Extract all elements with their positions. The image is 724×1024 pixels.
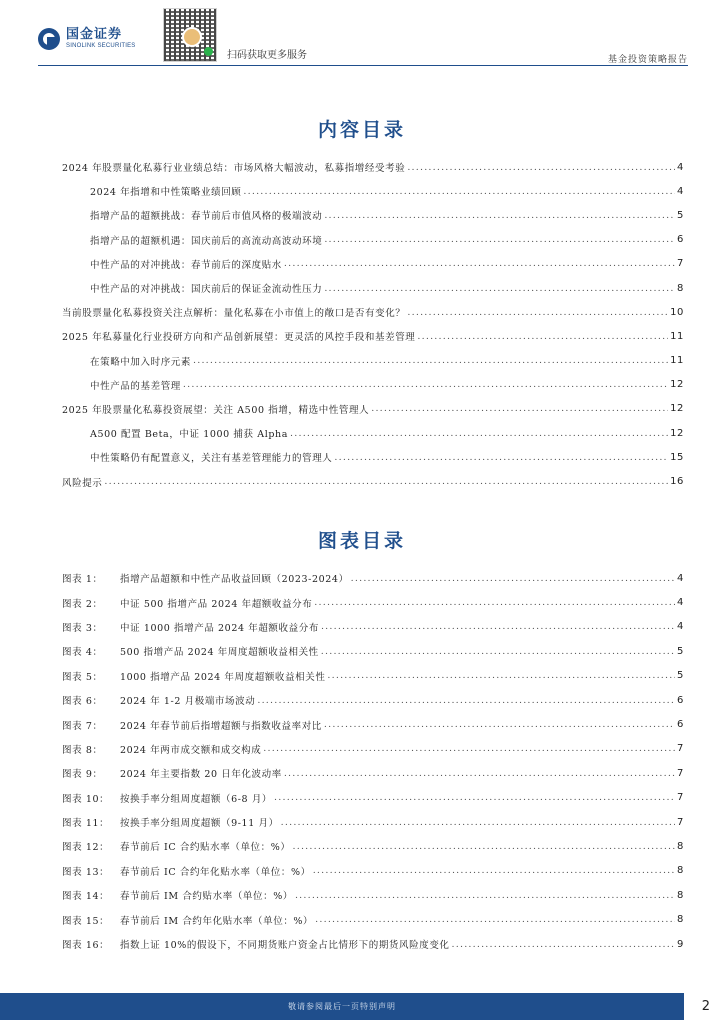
header-divider bbox=[38, 65, 688, 66]
toc-entry-title: 风险提示 bbox=[62, 477, 103, 489]
figure-entry-title: 1000 指增产品 2024 年周度超额收益相关性 bbox=[120, 671, 326, 683]
figure-entry-title: 中证 1000 指增产品 2024 年超额收益分布 bbox=[120, 622, 319, 634]
figure-entry-label: 图表 2： bbox=[62, 598, 103, 610]
toc-entry-page: 4 bbox=[677, 185, 684, 197]
toc-entry-title: 2025 年股票量化私募投资展望：关注 A500 指增，精选中性管理人 bbox=[62, 404, 370, 416]
page-header bbox=[0, 0, 724, 64]
toc-title: 内容目录 bbox=[317, 119, 406, 141]
footer-disclaimer: 敬请参阅最后一页特别声明 bbox=[288, 1002, 396, 1011]
figure-leader-dots bbox=[293, 841, 676, 852]
figure-entry-title: 2024 年春节前后指增超额与指数收益率对比 bbox=[120, 720, 322, 732]
figure-entry-label: 图表 5： bbox=[62, 671, 103, 683]
figure-entry-title: 2024 年 1-2 月极端市场波动 bbox=[120, 696, 256, 708]
figure-entry[interactable] bbox=[62, 761, 684, 785]
figure-entry-page: 7 bbox=[677, 767, 684, 779]
toc-leader-dots bbox=[183, 379, 668, 390]
toc-entry[interactable] bbox=[62, 469, 684, 493]
figure-entry[interactable] bbox=[62, 566, 684, 590]
toc-leader-dots bbox=[193, 355, 668, 366]
toc-entry-title: 当前股票量化私募投资关注点解析：量化私募在小市值上的敞口是否有变化？ bbox=[62, 308, 406, 320]
figure-entry-page: 4 bbox=[677, 597, 684, 609]
toc-leader-dots bbox=[104, 476, 668, 487]
figures-title: 图表目录 bbox=[317, 530, 406, 552]
toc-entry-title: 中性产品的对冲挑战：国庆前后的保证金流动性压力 bbox=[90, 284, 323, 296]
figure-leader-dots bbox=[274, 792, 675, 803]
figure-entry[interactable] bbox=[62, 883, 684, 907]
figure-entry[interactable] bbox=[62, 664, 684, 688]
toc-list bbox=[62, 155, 684, 494]
logo-chinese-name: 国金证券 bbox=[66, 27, 123, 42]
figure-entry[interactable] bbox=[62, 639, 684, 663]
toc-entry-page: 12 bbox=[670, 403, 684, 415]
figure-leader-dots bbox=[314, 597, 675, 608]
figure-leader-dots bbox=[315, 914, 675, 925]
figure-leader-dots bbox=[281, 817, 675, 828]
toc-entry-title: 指增产品的超额挑战：春节前后市值风格的极端波动 bbox=[90, 211, 323, 223]
figure-entry-page: 4 bbox=[677, 621, 684, 633]
figure-entry-label: 图表 1： bbox=[62, 574, 103, 586]
toc-entry[interactable] bbox=[62, 373, 684, 397]
toc-entry-title: 2024 年指增和中性策略业绩回顾 bbox=[90, 187, 242, 199]
toc-entry[interactable] bbox=[62, 155, 684, 179]
toc-entry[interactable] bbox=[62, 324, 684, 348]
toc-entry-title: 2025 年私募量化行业投研方向和产品创新展望：更灵活的风控手段和基差管理 bbox=[62, 332, 416, 344]
figure-entry-page: 8 bbox=[677, 840, 684, 852]
figure-entry-title: 春节前后 IM 合约贴水率（单位：%） bbox=[120, 891, 293, 903]
toc-leader-dots bbox=[284, 258, 675, 269]
figure-leader-dots bbox=[324, 719, 675, 730]
toc-entry[interactable] bbox=[62, 252, 684, 276]
toc-entry-page: 11 bbox=[670, 355, 684, 367]
figure-entry[interactable] bbox=[62, 810, 684, 834]
figure-entry-title: 2024 年主要指数 20 日年化波动率 bbox=[120, 769, 282, 781]
toc-leader-dots bbox=[334, 452, 668, 463]
figure-entry-page: 7 bbox=[677, 816, 684, 828]
toc-entry-page: 12 bbox=[670, 379, 684, 391]
figure-entry-page: 6 bbox=[677, 694, 684, 706]
toc-entry-page: 10 bbox=[670, 306, 684, 318]
toc-leader-dots bbox=[371, 403, 668, 414]
toc-entry-title: 中性策略仍有配置意义，关注有基差管理能力的管理人 bbox=[90, 453, 333, 465]
figure-entry-page: 6 bbox=[677, 719, 684, 731]
logo-icon bbox=[38, 28, 60, 50]
figure-entry-title: 春节前后 IC 合约年化贴水率（单位：%） bbox=[120, 866, 311, 878]
figure-entry-label: 图表 15： bbox=[62, 915, 110, 927]
figure-leader-dots bbox=[321, 646, 675, 657]
toc-entry-title: 指增产品的超额机遇：国庆前后的高流动高波动环境 bbox=[90, 235, 323, 247]
toc-entry-page: 6 bbox=[677, 234, 684, 246]
figure-leader-dots bbox=[351, 573, 675, 584]
figure-entry-label: 图表 16： bbox=[62, 940, 110, 952]
figure-leader-dots bbox=[313, 865, 675, 876]
figure-entry-page: 8 bbox=[677, 865, 684, 877]
toc-entry[interactable] bbox=[62, 179, 684, 203]
figure-entry-label: 图表 3： bbox=[62, 622, 103, 634]
figure-entry-page: 7 bbox=[677, 792, 684, 804]
toc-entry-page: 16 bbox=[670, 476, 684, 488]
figure-entry-label: 图表 6： bbox=[62, 696, 103, 708]
toc-entry[interactable] bbox=[62, 421, 684, 445]
toc-entry[interactable] bbox=[62, 397, 684, 421]
toc-entry-page: 8 bbox=[677, 282, 684, 294]
page-number: 2 bbox=[701, 999, 710, 1014]
toc-entry-page: 5 bbox=[677, 209, 684, 221]
toc-leader-dots bbox=[417, 331, 668, 342]
toc-entry-page: 12 bbox=[670, 427, 684, 439]
toc-leader-dots bbox=[290, 428, 668, 439]
figure-entry-page: 8 bbox=[677, 889, 684, 901]
toc-entry[interactable] bbox=[62, 228, 684, 252]
figure-entry-title: 500 指增产品 2024 年周度超额收益相关性 bbox=[120, 647, 319, 659]
figure-entry[interactable] bbox=[62, 859, 684, 883]
toc-entry-page: 15 bbox=[670, 451, 684, 463]
figure-entry[interactable] bbox=[62, 932, 684, 956]
figure-leader-dots bbox=[327, 670, 675, 681]
qr-caption: 扫码获取更多服务 bbox=[227, 50, 307, 61]
toc-entry-page: 11 bbox=[670, 330, 684, 342]
figure-entry-title: 2024 年两市成交额和成交构成 bbox=[120, 744, 262, 756]
figure-entry[interactable] bbox=[62, 688, 684, 712]
figure-entry-page: 9 bbox=[677, 938, 684, 950]
figure-entry[interactable] bbox=[62, 590, 684, 614]
figures-list bbox=[62, 566, 684, 956]
figure-entry-label: 图表 8： bbox=[62, 744, 103, 756]
figure-entry[interactable] bbox=[62, 615, 684, 639]
toc-leader-dots bbox=[407, 307, 668, 318]
toc-leader-dots bbox=[243, 186, 675, 197]
page-footer bbox=[0, 993, 724, 1024]
logo-english-name: SINOLINK SECURITIES bbox=[66, 43, 136, 49]
figure-entry-title: 按换手率分组周度超额（9-11 月） bbox=[120, 818, 279, 830]
qr-center-logo-icon bbox=[182, 27, 202, 47]
toc-leader-dots bbox=[324, 234, 675, 245]
toc-entry-title: 中性产品的对冲挑战：春节前后的深度贴水 bbox=[90, 259, 282, 271]
figure-entry-label: 图表 12： bbox=[62, 842, 110, 854]
figure-leader-dots bbox=[452, 939, 675, 950]
toc-entry-title: 中性产品的基差管理 bbox=[90, 380, 181, 392]
figure-entry[interactable] bbox=[62, 712, 684, 736]
figure-leader-dots bbox=[321, 621, 675, 632]
company-logo bbox=[38, 28, 135, 50]
figure-entry-page: 7 bbox=[677, 743, 684, 755]
figure-entry-title: 春节前后 IC 合约贴水率（单位：%） bbox=[120, 842, 291, 854]
figure-entry[interactable] bbox=[62, 907, 684, 931]
figure-entry-label: 图表 14： bbox=[62, 891, 110, 903]
figure-entry-title: 指增产品超额和中性产品收益回顾（2023-2024） bbox=[120, 574, 349, 586]
figure-entry-title: 指数上证 10%的假设下，不同期货账户资金占比情形下的期货风险度变化 bbox=[120, 940, 450, 952]
toc-entry-page: 7 bbox=[677, 258, 684, 270]
figure-entry[interactable] bbox=[62, 737, 684, 761]
figure-entry-page: 8 bbox=[677, 914, 684, 926]
figure-entry-page: 5 bbox=[677, 670, 684, 682]
figure-entry-label: 图表 13： bbox=[62, 866, 110, 878]
toc-entry-title: A500 配置 Beta，中证 1000 捕获 Alpha bbox=[90, 429, 289, 441]
figure-leader-dots bbox=[295, 890, 675, 901]
figure-entry-page: 4 bbox=[677, 572, 684, 584]
toc-entry-page: 4 bbox=[677, 161, 684, 173]
toc-entry[interactable] bbox=[62, 276, 684, 300]
figure-leader-dots bbox=[263, 743, 675, 754]
figure-entry-title: 中证 500 指增产品 2024 年超额收益分布 bbox=[120, 598, 313, 610]
figure-entry[interactable] bbox=[62, 786, 684, 810]
toc-entry[interactable] bbox=[62, 300, 684, 324]
figure-leader-dots bbox=[257, 695, 675, 706]
toc-entry-title: 2024 年股票量化私募行业业绩总结：市场风格大幅波动，私募指增经受考验 bbox=[62, 163, 406, 175]
toc-entry[interactable] bbox=[62, 445, 684, 469]
toc-entry-title: 在策略中加入时序元素 bbox=[90, 356, 192, 368]
figure-entry-page: 5 bbox=[677, 645, 684, 657]
figure-entry-title: 按换手率分组周度超额（6-8 月） bbox=[120, 793, 273, 805]
toc-entry[interactable] bbox=[62, 349, 684, 373]
toc-leader-dots bbox=[407, 162, 675, 173]
figure-entry-title: 春节前后 IM 合约年化贴水率（单位：%） bbox=[120, 915, 314, 927]
toc-entry[interactable] bbox=[62, 203, 684, 227]
toc-leader-dots bbox=[324, 210, 675, 221]
figure-entry-label: 图表 7： bbox=[62, 720, 103, 732]
wechat-icon bbox=[204, 47, 213, 56]
toc-leader-dots bbox=[324, 283, 675, 294]
figure-entry-label: 图表 9： bbox=[62, 769, 103, 781]
document-type: 基金投资策略报告 bbox=[607, 55, 688, 65]
figure-entry[interactable] bbox=[62, 834, 684, 858]
figure-entry-label: 图表 11： bbox=[62, 818, 110, 830]
figure-leader-dots bbox=[284, 768, 675, 779]
figure-entry-label: 图表 4： bbox=[62, 647, 103, 659]
figure-entry-label: 图表 10： bbox=[62, 793, 110, 805]
